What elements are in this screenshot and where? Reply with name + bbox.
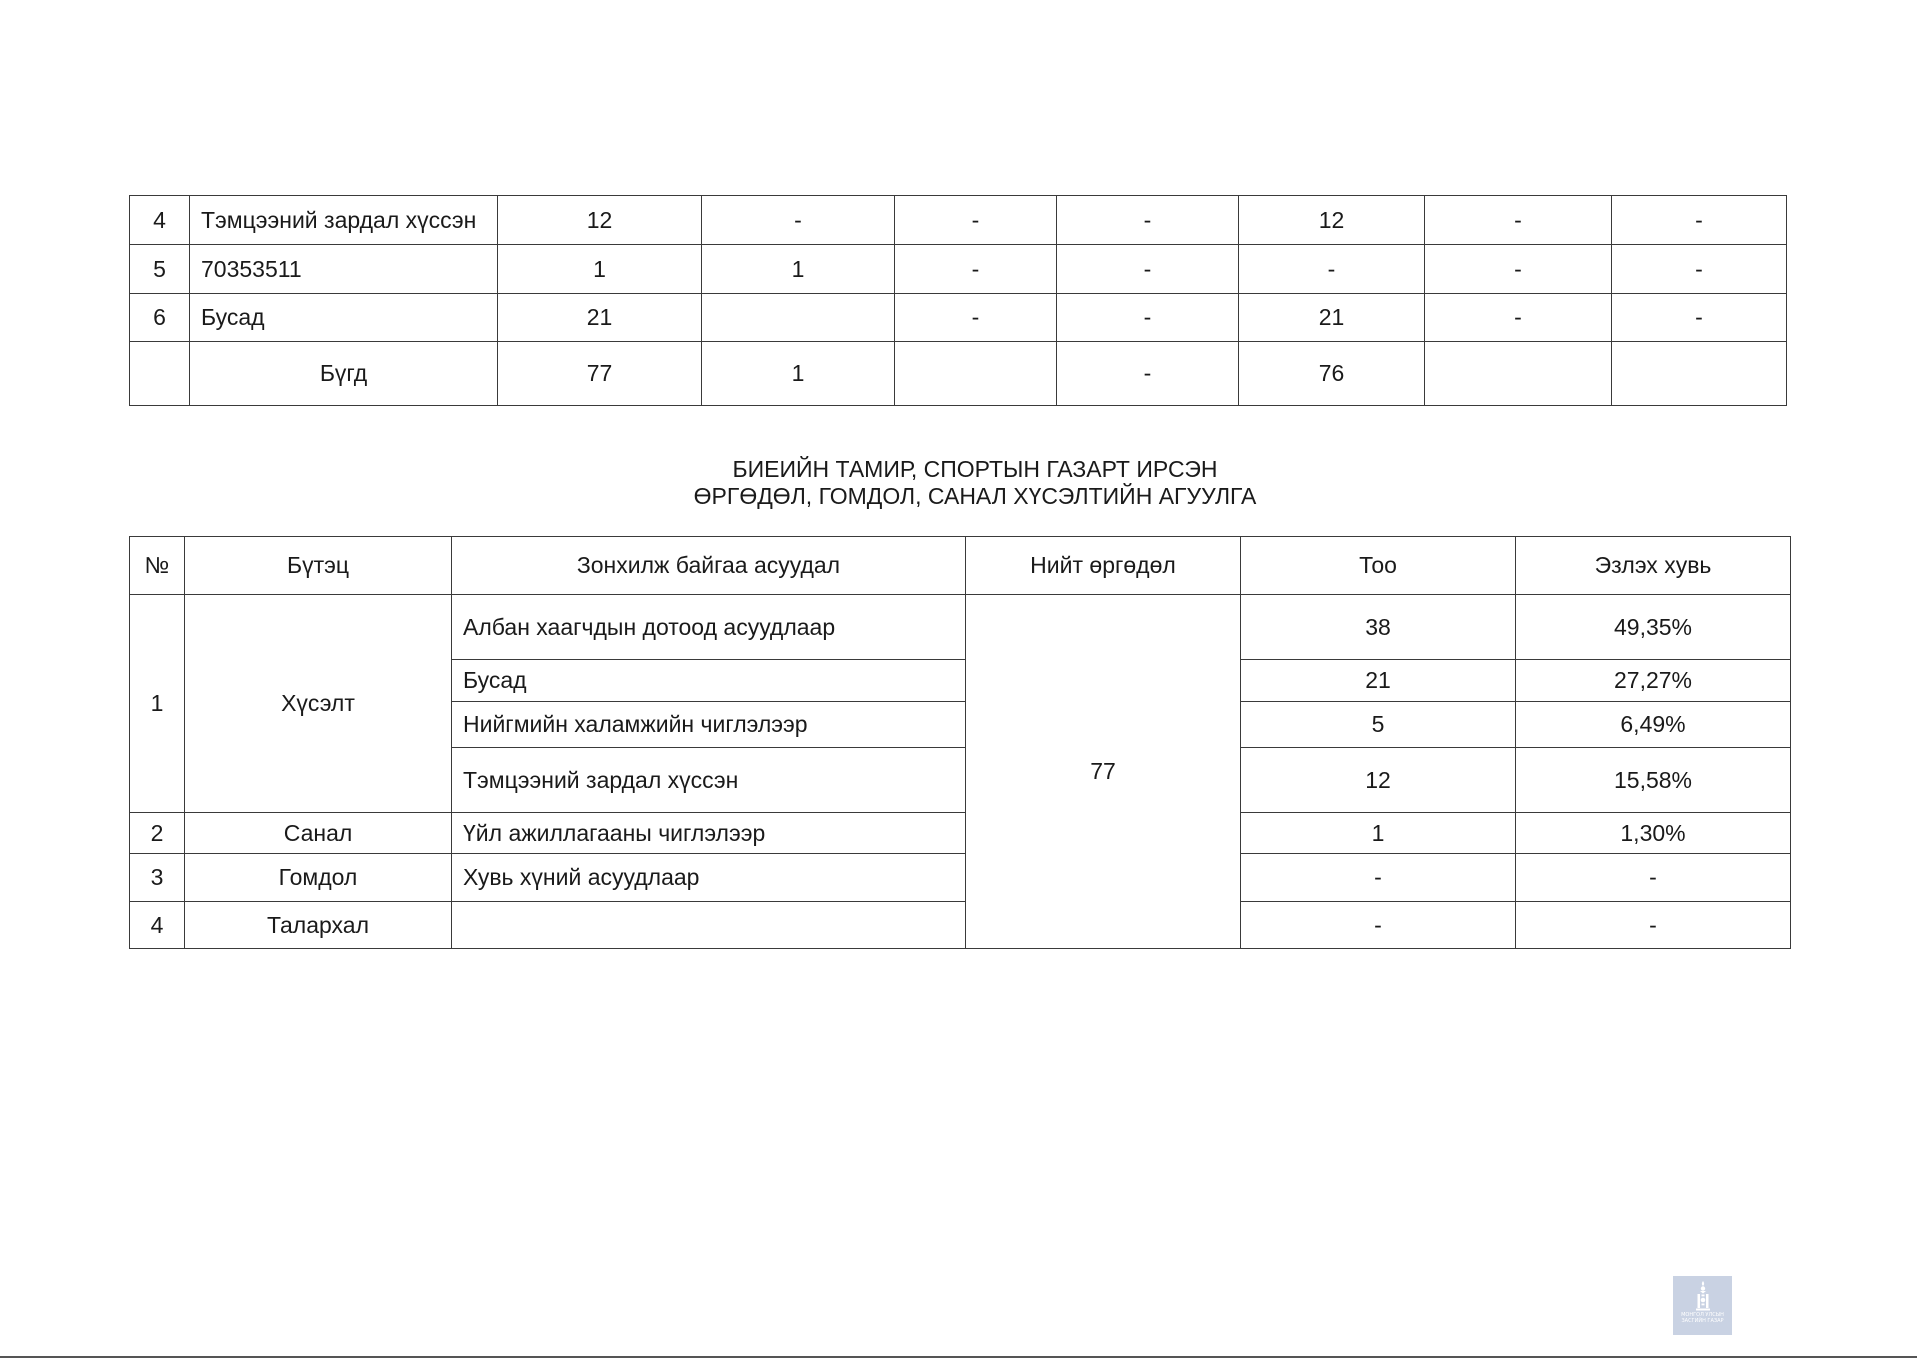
- table-cell: 12: [1239, 196, 1425, 245]
- row-label: 70353511: [190, 245, 498, 294]
- table-cell: [702, 294, 895, 342]
- column-header-total: Нийт өргөдөл: [966, 537, 1241, 595]
- heading-line-2: ӨРГӨДӨЛ, ГОМДОЛ, САНАЛ ХҮСЭЛТИЙН АГУУЛГА: [693, 483, 1257, 509]
- appeals-content-table: [129, 536, 1791, 949]
- heading-line-1: БИЕИЙН ТАМИР, СПОРТЫН ГАЗАРТ ИРСЭН: [732, 456, 1218, 482]
- row-number: 6: [130, 294, 190, 342]
- share-cell: 49,35%: [1516, 595, 1791, 660]
- table-cell: -: [702, 196, 895, 245]
- group-type: Санал: [185, 813, 452, 854]
- count-cell: 1: [1241, 813, 1516, 854]
- table-cell: 77: [498, 342, 702, 406]
- count-cell: -: [1241, 854, 1516, 902]
- appeals-summary-table: [129, 195, 1787, 406]
- table-row: [130, 854, 1791, 902]
- share-cell: -: [1516, 854, 1791, 902]
- table-cell: -: [1057, 196, 1239, 245]
- count-cell: 5: [1241, 702, 1516, 748]
- count-cell: 38: [1241, 595, 1516, 660]
- table-header-row: [130, 537, 1791, 595]
- table-cell: -: [895, 294, 1057, 342]
- group-type: Хүсэлт: [185, 595, 452, 813]
- column-header-count: Тоо: [1241, 537, 1516, 595]
- page-bottom-border: [0, 1356, 1917, 1358]
- row-number: 5: [130, 245, 190, 294]
- table-cell: 76: [1239, 342, 1425, 406]
- total-row: [130, 342, 1787, 406]
- share-cell: 15,58%: [1516, 748, 1791, 813]
- table-cell: -: [1425, 294, 1612, 342]
- table-cell: 21: [498, 294, 702, 342]
- count-cell: 21: [1241, 660, 1516, 702]
- column-header-share: Эзлэх хувь: [1516, 537, 1791, 595]
- count-cell: -: [1241, 902, 1516, 949]
- issue-cell: Хувь хүний асуудлаар: [452, 854, 966, 902]
- table-cell: 1: [702, 342, 895, 406]
- group-number: 1: [130, 595, 185, 813]
- column-header-structure: Бүтэц: [185, 537, 452, 595]
- share-cell: 27,27%: [1516, 660, 1791, 702]
- total-label: Бүгд: [190, 342, 498, 406]
- table-cell: -: [1057, 342, 1239, 406]
- table-row: [130, 813, 1791, 854]
- table-cell: [895, 342, 1057, 406]
- table-cell: 1: [498, 245, 702, 294]
- table-cell: [1425, 342, 1612, 406]
- table-row: [130, 245, 1787, 294]
- government-logo: [1673, 1276, 1732, 1335]
- group-number: 4: [130, 902, 185, 949]
- table-cell: 1: [702, 245, 895, 294]
- table-cell: -: [1057, 245, 1239, 294]
- row-number: [130, 342, 190, 406]
- table-cell: -: [1057, 294, 1239, 342]
- table-row: [130, 595, 1791, 660]
- issue-cell: Бусад: [452, 660, 966, 702]
- table-row: [130, 902, 1791, 949]
- issue-cell: [452, 902, 966, 949]
- table-cell: -: [1239, 245, 1425, 294]
- row-label: Тэмцээний зардал хүссэн: [190, 196, 498, 245]
- section-heading: [0, 456, 1917, 510]
- table-cell: 12: [498, 196, 702, 245]
- logo-text-line-2: ЗАСГИЙН ГАЗАР: [1681, 1318, 1724, 1324]
- group-number: 2: [130, 813, 185, 854]
- column-header-issue: Зонхилж байгаа асуудал: [452, 537, 966, 595]
- row-label: Бусад: [190, 294, 498, 342]
- table-cell: 21: [1239, 294, 1425, 342]
- share-cell: 6,49%: [1516, 702, 1791, 748]
- issue-cell: Албан хаагчдын дотоод асуудлаар: [452, 595, 966, 660]
- table-cell: -: [1612, 196, 1787, 245]
- issue-cell: Нийгмийн халамжийн чиглэлээр: [452, 702, 966, 748]
- table-cell: -: [895, 196, 1057, 245]
- table-cell: -: [1612, 245, 1787, 294]
- total-applications-cell: 77: [966, 595, 1241, 949]
- table-cell: [1612, 342, 1787, 406]
- share-cell: 1,30%: [1516, 813, 1791, 854]
- government-emblem-icon: [1691, 1280, 1715, 1312]
- table-cell: -: [895, 245, 1057, 294]
- count-cell: 12: [1241, 748, 1516, 813]
- table-cell: -: [1612, 294, 1787, 342]
- group-type: Гомдол: [185, 854, 452, 902]
- table-row: [130, 294, 1787, 342]
- table-row: [130, 196, 1787, 245]
- share-cell: -: [1516, 902, 1791, 949]
- table-cell: -: [1425, 196, 1612, 245]
- issue-cell: Үйл ажиллагааны чиглэлээр: [452, 813, 966, 854]
- table-cell: -: [1425, 245, 1612, 294]
- column-header-no: №: [130, 537, 185, 595]
- logo-text-line-1: МОНГОЛ УЛСЫН: [1681, 1312, 1724, 1318]
- issue-cell: Тэмцээний зардал хүссэн: [452, 748, 966, 813]
- group-number: 3: [130, 854, 185, 902]
- group-type: Талархал: [185, 902, 452, 949]
- row-number: 4: [130, 196, 190, 245]
